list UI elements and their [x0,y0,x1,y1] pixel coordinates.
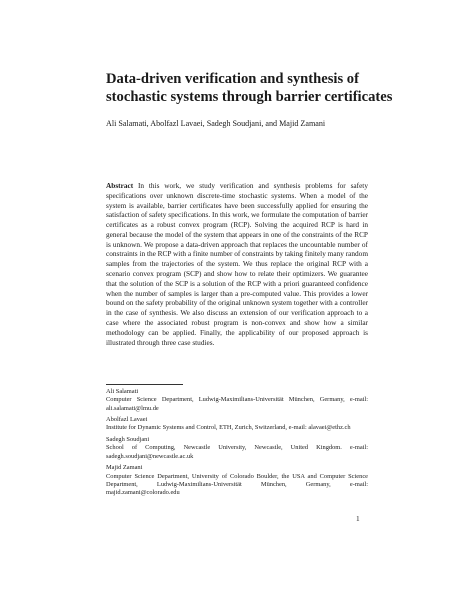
affiliations [106,388,368,501]
affiliation-text: Institute for Dynamic Systems and Control, ETH, Zurich, Switzerland, e-mail: alavaei@ethz.ch [106,424,351,432]
affiliation-soudjani [106,436,368,461]
affiliation-zamani [106,464,368,497]
page-number: 1 [356,514,360,523]
affiliation-text: Computer Science Department, Ludwig-Maximilians-Universität München, Germany, e-mail: ali.salamati@lmu.de [106,396,368,412]
affiliation-text: Computer Science Department, University of Colorado Boulder, the USA and Computer Science Department, Ludwig-Maximilians-Universität München, Germany, e-mail: majid.zamani@colorado.edu [106,472,368,497]
abstract-label: Abstract [106,181,134,190]
affiliation-name: Abolfazl Lavaei [106,416,148,424]
author-list: Ali Salamati, Abolfazl Lavaei, Sadegh Soudjani, and Majid Zamani [106,119,326,128]
affiliation-lavaei [106,416,368,433]
affiliation-text: School of Computing, Newcastle University, Newcastle, United Kingdom. e-mail: sadegh.soudjani@newcastle.ac.uk [106,444,368,460]
abstract [106,181,368,347]
paper-title: Data-driven verification and synthesis of stochastic systems through barrier certificates [106,71,393,105]
affiliation-name: Ali Salamati [106,388,139,395]
affiliation-name: Sadegh Soudjani [106,436,150,444]
abstract-text: In this work, we study verification and synthesis problems for safety specifications over unknown discrete-time stochastic systems. When a model of the system is available, barrier certificates have been successfully applied for ensuring the satisfaction of safety specifications. In this work, we formulate the computation of barrier certificates as a robust convex program (RCP). Solving the acquired RCP is hard in general because the model of the system that appears in one of the constraints of the RCP is unknown. We propose a data-driven approach that replaces the uncountable number of constraints in the RCP with a finite number of constraints by taking finitely many random samples from the trajectories of the system. We thus replace the original RCP with a scenario convex program (SCP) and show how to relate their optimizers. We guarantee that the solution of the SCP is a solution of the RCP with a priori guaranteed confidence when the number of samples is larger than a pre-computed value. This provides a lower bound on the safety probability of the original unknown system together with a controller in the case of synthesis. We also discuss an extension of our verification approach to a case where the associated robust program is non-convex and show how a similar methodology can be applied. Finally, the applicability of our proposed approach is illustrated through three case studies. [106,181,368,347]
affiliation-salamati [106,388,368,413]
footnote-rule [106,384,183,385]
affiliation-name: Majid Zamani [106,464,143,472]
